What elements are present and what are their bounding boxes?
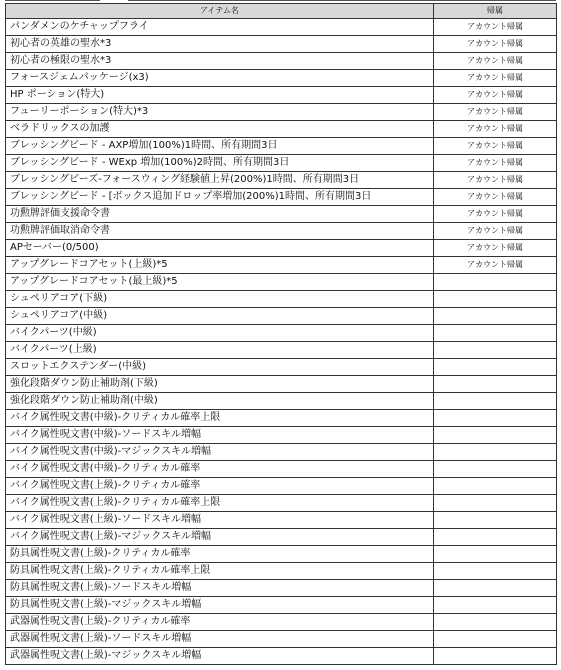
table-row: [6, 478, 557, 495]
item-name-cell: 武器属性呪文書(上級)-クリティカル確率: [6, 614, 434, 631]
table-row: [6, 631, 557, 648]
table-row: [6, 36, 557, 53]
item-name-cell: バイク属性呪文書(上級)-クリティカル確率上限: [6, 495, 434, 512]
table-row: [6, 495, 557, 512]
table-row: [6, 512, 557, 529]
attribution-cell: アカウント帰属: [434, 155, 557, 172]
table-row: [6, 597, 557, 614]
item-name-cell: ブレッシングビード - [ボックス追加ドロップ率増加(200%)1時間、所有期間3日: [6, 189, 434, 206]
item-name-cell: フォースジェムパッケージ(x3): [6, 70, 434, 87]
table-row: [6, 206, 557, 223]
attribution-cell: アカウント帰属: [434, 19, 557, 36]
item-name-cell: HP ポーション(特大): [6, 87, 434, 104]
table-row: [6, 563, 557, 580]
attribution-cell: アカウント帰属: [434, 223, 557, 240]
item-name-cell: アップグレードコアセット(上級)*5: [6, 257, 434, 274]
item-name-cell: バイク属性呪文書(上級)-ソードスキル増幅: [6, 512, 434, 529]
table-row: [6, 240, 557, 257]
item-name-cell: ベラドリックスの加護: [6, 121, 434, 138]
attribution-cell: アカウント帰属: [434, 53, 557, 70]
item-name-cell: アップグレードコアセット(最上級)*5: [6, 274, 434, 291]
attribution-cell: [434, 529, 557, 546]
table-row: [6, 19, 557, 36]
attribution-cell: アカウント帰属: [434, 70, 557, 87]
table-row: [6, 189, 557, 206]
header-attribution: 帰属: [434, 4, 557, 19]
item-name-cell: バイク属性呪文書(中級)-クリティカル確率上限: [6, 410, 434, 427]
table-row: [6, 546, 557, 563]
table-row: [6, 70, 557, 87]
item-name-cell: 功勲牌評価支援命令書: [6, 206, 434, 223]
item-name-cell: ブレッシングビード - WExp 増加(100%)2時間、所有期間3日: [6, 155, 434, 172]
item-name-cell: バイクパーツ(上級): [6, 342, 434, 359]
attribution-cell: [434, 308, 557, 325]
item-name-cell: 初心者の英雄の聖水*3: [6, 36, 434, 53]
item-name-cell: パンダメンのケチャップフライ: [6, 19, 434, 36]
table-row: [6, 325, 557, 342]
item-name-cell: バイク属性呪文書(上級)-クリティカル確率: [6, 478, 434, 495]
attribution-cell: [434, 359, 557, 376]
table-row: [6, 427, 557, 444]
item-name-cell: 武器属性呪文書(上級)-ソードスキル増幅: [6, 631, 434, 648]
item-table: [5, 3, 557, 665]
item-name-cell: 強化段階ダウン防止補助剤(中級): [6, 393, 434, 410]
attribution-cell: アカウント帰属: [434, 36, 557, 53]
attribution-cell: アカウント帰属: [434, 87, 557, 104]
item-name-cell: 功勲牌評価取消命令書: [6, 223, 434, 240]
table-row: [6, 87, 557, 104]
item-name-cell: 防具属性呪文書(上級)-ソードスキル増幅: [6, 580, 434, 597]
table-row: [6, 308, 557, 325]
table-row: [6, 648, 557, 665]
attribution-cell: [434, 410, 557, 427]
attribution-cell: [434, 563, 557, 580]
attribution-cell: アカウント帰属: [434, 257, 557, 274]
attribution-cell: [434, 325, 557, 342]
attribution-cell: [434, 461, 557, 478]
attribution-cell: [434, 427, 557, 444]
attribution-cell: アカウント帰属: [434, 240, 557, 257]
item-name-cell: 防具属性呪文書(上級)-マジックスキル増幅: [6, 597, 434, 614]
item-name-cell: バイク属性呪文書(上級)-マジックスキル増幅: [6, 529, 434, 546]
attribution-cell: [434, 376, 557, 393]
item-name-cell: バイク属性呪文書(中級)-クリティカル確率: [6, 461, 434, 478]
table-row: [6, 410, 557, 427]
attribution-cell: [434, 614, 557, 631]
table-row: [6, 342, 557, 359]
attribution-cell: アカウント帰属: [434, 138, 557, 155]
attribution-cell: [434, 495, 557, 512]
item-name-cell: バイク属性呪文書(中級)-マジックスキル増幅: [6, 444, 434, 461]
attribution-cell: [434, 648, 557, 665]
table-row: [6, 529, 557, 546]
item-name-cell: スロットエクステンダー(中級): [6, 359, 434, 376]
attribution-cell: [434, 342, 557, 359]
table-header-row: [6, 4, 557, 19]
table-row: [6, 359, 557, 376]
table-row: [6, 172, 557, 189]
attribution-cell: アカウント帰属: [434, 172, 557, 189]
item-name-cell: 武器属性呪文書(上級)-マジックスキル増幅: [6, 648, 434, 665]
attribution-cell: [434, 291, 557, 308]
attribution-cell: [434, 478, 557, 495]
attribution-cell: [434, 580, 557, 597]
item-name-cell: バイク属性呪文書(中級)-ソードスキル増幅: [6, 427, 434, 444]
table-row: [6, 393, 557, 410]
table-row: [6, 580, 557, 597]
table-row: [6, 257, 557, 274]
item-name-cell: 強化段階ダウン防止補助剤(下級): [6, 376, 434, 393]
table-row: [6, 461, 557, 478]
attribution-cell: [434, 393, 557, 410]
item-name-cell: APセーバー(0/500): [6, 240, 434, 257]
attribution-cell: アカウント帰属: [434, 189, 557, 206]
table-row: [6, 291, 557, 308]
item-name-cell: 防具属性呪文書(上級)-クリティカル確率: [6, 546, 434, 563]
table-row: [6, 614, 557, 631]
item-name-cell: ブレッシングビード - AXP増加(100%)1時間、所有期間3日: [6, 138, 434, 155]
table-row: [6, 53, 557, 70]
attribution-cell: アカウント帰属: [434, 121, 557, 138]
table-body: [6, 19, 557, 665]
table-row: [6, 274, 557, 291]
table-row: [6, 223, 557, 240]
table-row: [6, 104, 557, 121]
table-row: [6, 138, 557, 155]
item-name-cell: シュペリアコア(中級): [6, 308, 434, 325]
attribution-cell: [434, 597, 557, 614]
attribution-cell: [434, 546, 557, 563]
item-name-cell: 防具属性呪文書(上級)-クリティカル確率上限: [6, 563, 434, 580]
attribution-cell: [434, 512, 557, 529]
attribution-cell: [434, 444, 557, 461]
attribution-cell: [434, 631, 557, 648]
item-name-cell: ブレッシングビーズ-フォースウィング経験値上昇(200%)1時間、所有期間3日: [6, 172, 434, 189]
attribution-cell: [434, 274, 557, 291]
attribution-cell: アカウント帰属: [434, 104, 557, 121]
table-row: [6, 376, 557, 393]
item-name-cell: バイクパーツ(中級): [6, 325, 434, 342]
table-row: [6, 444, 557, 461]
table-row: [6, 121, 557, 138]
item-name-cell: シュペリアコア(下級): [6, 291, 434, 308]
header-item-name: アイテム名: [6, 4, 434, 19]
attribution-cell: アカウント帰属: [434, 206, 557, 223]
table-row: [6, 155, 557, 172]
item-name-cell: フューリーポーション(特大)*3: [6, 104, 434, 121]
item-name-cell: 初心者の極限の聖水*3: [6, 53, 434, 70]
